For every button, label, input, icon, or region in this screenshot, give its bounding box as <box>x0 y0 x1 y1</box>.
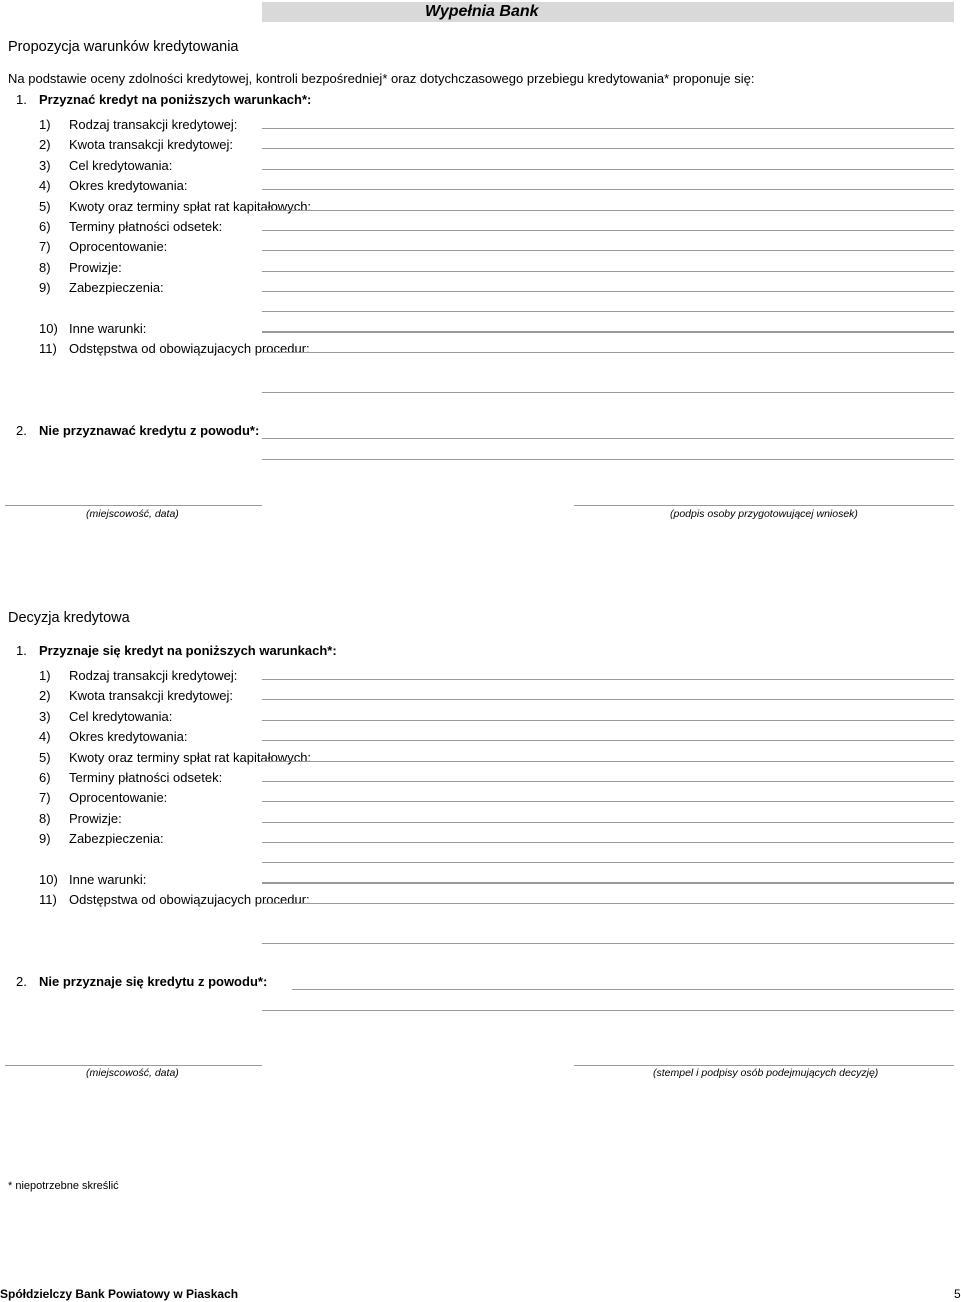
proposal-item-fill-line[interactable] <box>262 210 954 211</box>
proposal-item-fill-line[interactable] <box>262 128 954 129</box>
proposal-signature-label: (podpis osoby przygotowującej wniosek) <box>670 508 858 520</box>
decision-item-num: 8) <box>39 810 51 826</box>
decision-option1-num: 1. <box>16 643 27 658</box>
proposal-extra-fill-line[interactable] <box>262 392 954 393</box>
proposal-item-label: Cel kredytowania: <box>69 157 173 173</box>
proposal-item-num: 8) <box>39 259 51 275</box>
decision-item-num: 11) <box>39 892 57 908</box>
proposal-item-label: Kwota transakcji kredytowej: <box>69 137 234 153</box>
proposal-item-num: 7) <box>39 239 51 255</box>
proposal-option2-num: 2. <box>16 423 27 438</box>
proposal-reason-line-2[interactable] <box>262 459 954 460</box>
decision-place-date-line[interactable] <box>5 1065 262 1066</box>
proposal-item-label: Inne warunki: <box>69 321 147 336</box>
decision-item-num: 9) <box>39 831 51 847</box>
proposal-option2-label: Nie przyznawać kredytu z powodu*: <box>39 423 260 438</box>
proposal-item-fill-line[interactable] <box>262 250 954 251</box>
proposal-item-num: 11) <box>39 341 57 357</box>
proposal-item-label: Okres kredytowania: <box>69 178 188 194</box>
proposal-item-label: Zabezpieczenia: <box>69 280 164 296</box>
decision-signature-line[interactable] <box>574 1065 954 1066</box>
proposal-signature-line[interactable] <box>574 505 954 506</box>
decision-option2-label: Nie przyznaje się kredytu z powodu*: <box>39 974 268 989</box>
proposal-reason-line-1[interactable] <box>262 438 954 439</box>
proposal-title: Propozycja warunków kredytowania <box>8 39 239 55</box>
decision-extra-fill-line[interactable] <box>262 882 954 883</box>
decision-extra-fill-line[interactable] <box>262 862 954 863</box>
decision-item-fill-line[interactable] <box>262 679 954 680</box>
decision-item-fill-line[interactable] <box>262 903 954 904</box>
decision-item-label: Cel kredytowania: <box>69 708 173 724</box>
proposal-item-fill-line[interactable] <box>262 271 954 272</box>
decision-item-fill-line[interactable] <box>262 740 954 741</box>
decision-item-label: Odstępstwa od obowiązujacych procedur: <box>69 892 310 908</box>
decision-item-label: Kwoty oraz terminy spłat rat kapitałowych: <box>69 749 312 765</box>
decision-item-label: Okres kredytowania: <box>69 729 188 745</box>
decision-item-fill-line[interactable] <box>262 699 954 700</box>
decision-extra-fill-line[interactable] <box>262 943 954 944</box>
proposal-item-num: 3) <box>39 157 51 173</box>
proposal-extra-fill-line[interactable] <box>262 331 954 332</box>
fill-by-bank-label: Wypełnia Bank <box>425 3 539 20</box>
proposal-option1-label: Przyznać kredyt na poniższych warunkach*: <box>39 92 312 107</box>
proposal-option1-num: 1. <box>16 92 27 107</box>
proposal-item-fill-line[interactable] <box>262 332 954 333</box>
decision-item-num: 4) <box>39 729 51 745</box>
decision-option1-label: Przyznaje się kredyt na poniższych warunkach*: <box>39 643 337 658</box>
decision-item-num: 1) <box>39 668 51 683</box>
decision-item-fill-line[interactable] <box>262 883 954 884</box>
decision-title: Decyzja kredytowa <box>8 610 130 626</box>
proposal-item-fill-line[interactable] <box>262 169 954 170</box>
proposal-item-num: 5) <box>39 198 51 214</box>
decision-reason-line-2[interactable] <box>262 1010 954 1011</box>
decision-item-label: Rodzaj transakcji kredytowej: <box>69 668 238 683</box>
proposal-item-fill-line[interactable] <box>262 230 954 231</box>
decision-item-label: Oprocentowanie: <box>69 790 168 806</box>
proposal-item-fill-line[interactable] <box>262 352 954 353</box>
decision-item-num: 2) <box>39 688 51 704</box>
proposal-item-label: Prowizje: <box>69 259 122 275</box>
decision-item-num: 7) <box>39 790 51 806</box>
decision-item-num: 6) <box>39 770 51 785</box>
decision-reason-line-1[interactable] <box>292 989 954 990</box>
proposal-item-label: Terminy płatności odsetek: <box>69 219 223 234</box>
decision-item-fill-line[interactable] <box>262 720 954 721</box>
decision-item-fill-line[interactable] <box>262 801 954 802</box>
proposal-item-num: 9) <box>39 280 51 296</box>
decision-place-date-label: (miejscowość, data) <box>86 1067 179 1079</box>
decision-item-label: Terminy płatności odsetek: <box>69 770 223 785</box>
proposal-intro: Na podstawie oceny zdolności kredytowej, kontroli bezpośredniej* oraz dotychczasowego przebiegu kredytowania* proponuje się: <box>8 71 755 86</box>
header-bar <box>262 2 954 22</box>
proposal-item-fill-line[interactable] <box>262 189 954 190</box>
decision-item-num: 10) <box>39 872 58 887</box>
decision-option2-num: 2. <box>16 974 27 989</box>
decision-item-label: Prowizje: <box>69 810 122 826</box>
footnote: * niepotrzebne skreślić <box>8 1180 119 1192</box>
proposal-item-label: Odstępstwa od obowiązujacych procedur: <box>69 341 310 357</box>
decision-item-num: 5) <box>39 749 51 765</box>
proposal-place-date-line[interactable] <box>5 505 262 506</box>
proposal-item-fill-line[interactable] <box>262 148 954 149</box>
decision-item-fill-line[interactable] <box>262 781 954 782</box>
decision-item-fill-line[interactable] <box>262 842 954 843</box>
footer-bank-name: Spółdzielczy Bank Powiatowy w Piaskach <box>0 1287 239 1301</box>
decision-item-num: 3) <box>39 708 51 724</box>
proposal-item-fill-line[interactable] <box>262 291 954 292</box>
decision-signature-label: (stempel i podpisy osób podejmujących decyzję) <box>653 1067 879 1079</box>
proposal-place-date-label: (miejscowość, data) <box>86 508 179 520</box>
proposal-item-label: Rodzaj transakcji kredytowej: <box>69 117 238 132</box>
proposal-extra-fill-line[interactable] <box>262 311 954 312</box>
proposal-item-num: 1) <box>39 117 51 132</box>
proposal-item-label: Kwoty oraz terminy spłat rat kapitałowych: <box>69 198 312 214</box>
proposal-item-num: 10) <box>39 321 58 336</box>
proposal-item-num: 4) <box>39 178 51 194</box>
decision-item-fill-line[interactable] <box>262 761 954 762</box>
page-number: 5 <box>954 1287 961 1301</box>
decision-item-fill-line[interactable] <box>262 822 954 823</box>
proposal-item-num: 2) <box>39 137 51 153</box>
decision-item-label: Zabezpieczenia: <box>69 831 164 847</box>
proposal-item-num: 6) <box>39 219 51 234</box>
decision-item-label: Inne warunki: <box>69 872 147 887</box>
decision-item-label: Kwota transakcji kredytowej: <box>69 688 234 704</box>
proposal-item-label: Oprocentowanie: <box>69 239 168 255</box>
